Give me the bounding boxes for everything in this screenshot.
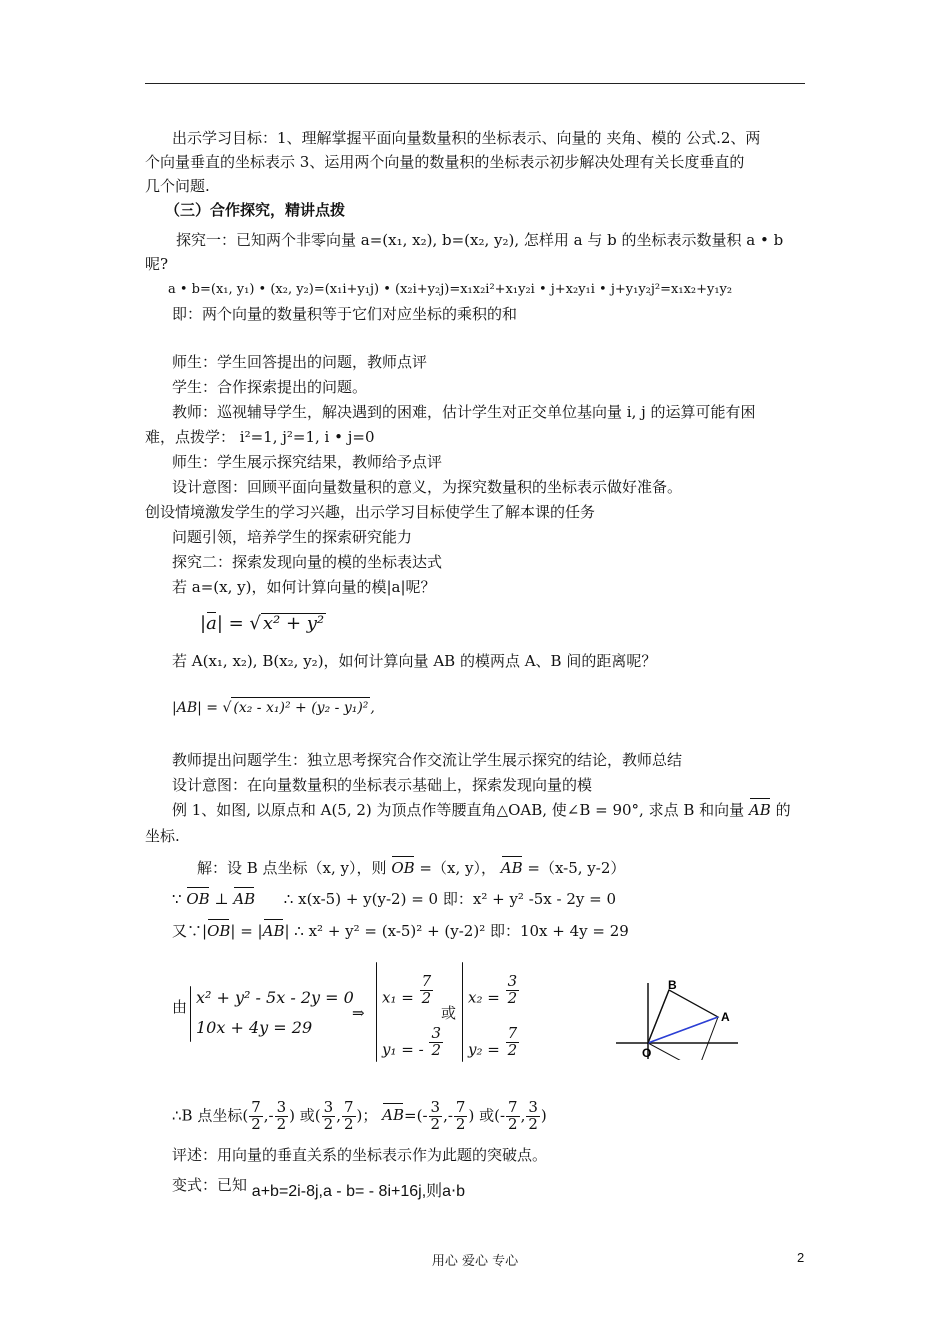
variant-label: 变式：已知 [172,1176,248,1194]
frac-den: 2 [528,1114,538,1133]
example-line-end: 的 [775,801,791,819]
semicolon: ； [362,1106,378,1125]
system-eq-1: x² + y² - 5x - 2y = 0 [196,988,354,1007]
point-a-label: A [721,1010,730,1024]
implies-symbol: ⇒ [352,1004,365,1022]
explore2-title: 探究二：探索发现向量的模的坐标表达式 [172,553,443,571]
perp-result: ∴ x(x-5) + y(y-2) = 0 即：x² + y² -5x - 2y = 0 [283,890,617,908]
system-label: 由 [172,998,188,1016]
perp-line [172,889,616,909]
frac-den: 2 [430,1114,441,1133]
or-word: 或 [479,1106,495,1125]
dialogue-line-5: 设计意图：回顾平面向量数量积的意义，为探究数量积的坐标表示做好准备。 [172,478,683,496]
frac-den: 2 [507,1040,518,1059]
vector-ab: AB [382,1106,405,1125]
b-coords-line: ∴B 点坐标( $\frac{7}{2}$ ,- $\frac{3}{2}$ ) 或( $\frac{3}{2}$ , $\frac{7}{2}$ )； AB=(- $\frac{3}{2}$ ,- $\frac{7}{2}$ ) 或(- $\frac{7}{2}$ , $\frac{3}{2}$ ) [172,1098,547,1133]
dialogue-line-7: 问题引领，培养学生的探索研究能力 [172,528,413,546]
header-rule [145,83,805,84]
vector-ob: OB [186,890,210,908]
frac-den: 2 [455,1114,466,1133]
system-brace [190,986,191,1042]
example-line-2: 坐标. [145,827,180,845]
page-footer: 用心 爱心 专心 [431,1254,519,1269]
frac-den: 2 [431,1040,441,1059]
or-word: 或 [299,1106,315,1125]
dialogue-line-2: 学生：合作探索提出的问题。 [172,378,368,396]
point-o-label: O [642,1046,652,1060]
dialogue-line-6: 创设情境激发学生的学习兴趣，出示学习目标使学生了解本课的任务 [145,503,596,521]
solution1-y [382,1024,444,1067]
sol-x2-label: x₂ = [468,988,500,1007]
vector-ab: AB [500,859,523,877]
frac-den: 2 [507,988,518,1007]
frac-num: 3 [430,1098,441,1116]
b-coords-label: ∴B 点坐标 [172,1106,243,1125]
frac-den: 2 [323,1114,334,1133]
frac-num: 3 [507,972,518,990]
because-symbol: ∵ [172,890,182,908]
explore1-line-1: 探究一：已知两个非零向量 a=(x₁, x₂), b=(x₂, y₂), 怎样用 a 与 b 的坐标表示数量积 a • b [176,231,784,249]
eq-prefix: 又∵| [172,922,208,940]
solution2-x [468,972,520,1015]
eq-result: | ∴ x² + y² = (x-5)² + (y-2)² 即：10x + 4y = 29 [284,922,629,940]
or-label: 或 [441,1004,457,1022]
square-outline [648,990,718,1060]
explore2-question-1: 若 a=(x, y)，如何计算向量的模|a|呢？ [172,578,436,596]
intro-line-2: 个向量垂直的坐标表示 3、运用两个向量的数量积的坐标表示初步解决处理有关长度垂直的 [145,153,745,171]
frac-num: 3 [276,1098,287,1116]
vector-ab: AB [748,801,771,819]
dialogue-line-3a: 教师：巡视辅导学生，解决遇到的困难，估计学生对正交单位基向量 i, j 的运算可能有困 [172,403,756,421]
example-line-1 [172,800,791,820]
frac-num: 3 [528,1098,538,1116]
explore1-formula: a • b=(x₁, y₁) • (x₂, y₂)=(x₁i+y₁j) • (x₂i+y₂j)=x₁x₂i²+x₁y₂i • j+x₂y₁i • j+y₁y₂j²=x₁x₂+y₁y₂ [168,282,733,297]
variant-formula: a+b=2i-8j,a - b= - 8i+16j,则a⋅b [251,1183,466,1200]
frac-num: 3 [431,1024,441,1042]
eq-mid: | = | [230,922,263,940]
segment-oa [648,1017,718,1043]
system-eq-2: 10x + 4y = 29 [196,1018,313,1037]
frac-den: 2 [251,1114,261,1133]
perp-symbol: ⊥ [214,890,229,908]
solution-line-1 [197,858,625,878]
solution-label: 解：设 B 点坐标（x, y），则 [197,859,387,877]
intro-line-3: 几个问题. [145,177,210,195]
vector-ab: AB [233,890,256,908]
point-b-label: B [668,978,677,992]
explore2-question-2: 若 A(x₁, x₂), B(x₂, y₂)，如何计算向量 AB 的模两点 A、B 间的距离呢？ [172,652,657,670]
example-text: 例 1、如图, 以原点和 A(5, 2) 为顶点作等腰直角△OAB, 使∠B = 90°, 求点 B 和向量 [172,801,745,819]
equal-length-line [172,921,629,941]
segment-ob [648,990,669,1043]
modulus-formula: |a| = √ x² + y² [200,613,325,634]
frac-num: 7 [251,1098,261,1116]
frac-num: 7 [507,1024,518,1042]
sol-y1-label: y₁ = - [382,1040,424,1059]
explore1-line-2: 呢? [145,255,169,273]
frac-num: 7 [455,1098,466,1116]
frac-den: 2 [508,1114,518,1133]
review-line: 评述：用向量的垂直关系的坐标表示作为此题的突破点。 [172,1146,548,1164]
frac-den: 2 [276,1114,287,1133]
solution-mid: =（x, y）， [419,859,496,877]
dialogue-line-3b: 难，点拨学： i²=1, j²=1, i • j=0 [145,428,375,446]
vector-ob: OB [391,859,415,877]
vector-ob: OB [207,922,231,940]
dialogue-line-4: 师生：学生展示探究结果，教师给予点评 [172,453,443,471]
ab-eq-label: =(- [404,1106,428,1125]
frac-num: 7 [343,1098,354,1116]
triangle-figure [608,975,748,1060]
frac-num: 7 [508,1098,518,1116]
frac-den: 2 [421,988,432,1007]
explore2-teacher: 教师提出问题学生：独立思考探究合作交流让学生展示探究的结论，教师总结 [172,751,683,769]
frac-den: 2 [343,1114,354,1133]
solution2-y [468,1024,520,1067]
page-number: 2 [797,1250,805,1265]
intro-line-1: 出示学习目标：1、理解掌握平面向量数量积的坐标表示、向量的 夹角、模的 公式.2、两 [172,129,761,147]
sol-y2-label: y₂ = [468,1040,500,1059]
solution-end: =（x-5, y-2） [527,859,626,877]
variant-line [172,1175,466,1200]
solution1-x [382,972,434,1015]
distance-formula: |AB| = √ (x₂ - x₁)² + (y₂ - y₁)² , [172,697,375,718]
frac-num: 3 [323,1098,334,1116]
explore2-intent: 设计意图：在向量数量积的坐标表示基础上，探索发现向量的模 [172,776,593,794]
solution2-brace [462,962,463,1062]
vector-ab: AB [262,922,285,940]
sol-x1-label: x₁ = [382,988,414,1007]
section-heading: （三）合作探究，精讲点拨 [165,201,346,219]
solution1-brace [376,962,377,1062]
explore1-conclusion: 即：两个向量的数量积等于它们对应坐标的乘积的和 [172,305,518,323]
dialogue-line-1: 师生：学生回答提出的问题，教师点评 [172,353,428,371]
frac-num: 7 [421,972,432,990]
